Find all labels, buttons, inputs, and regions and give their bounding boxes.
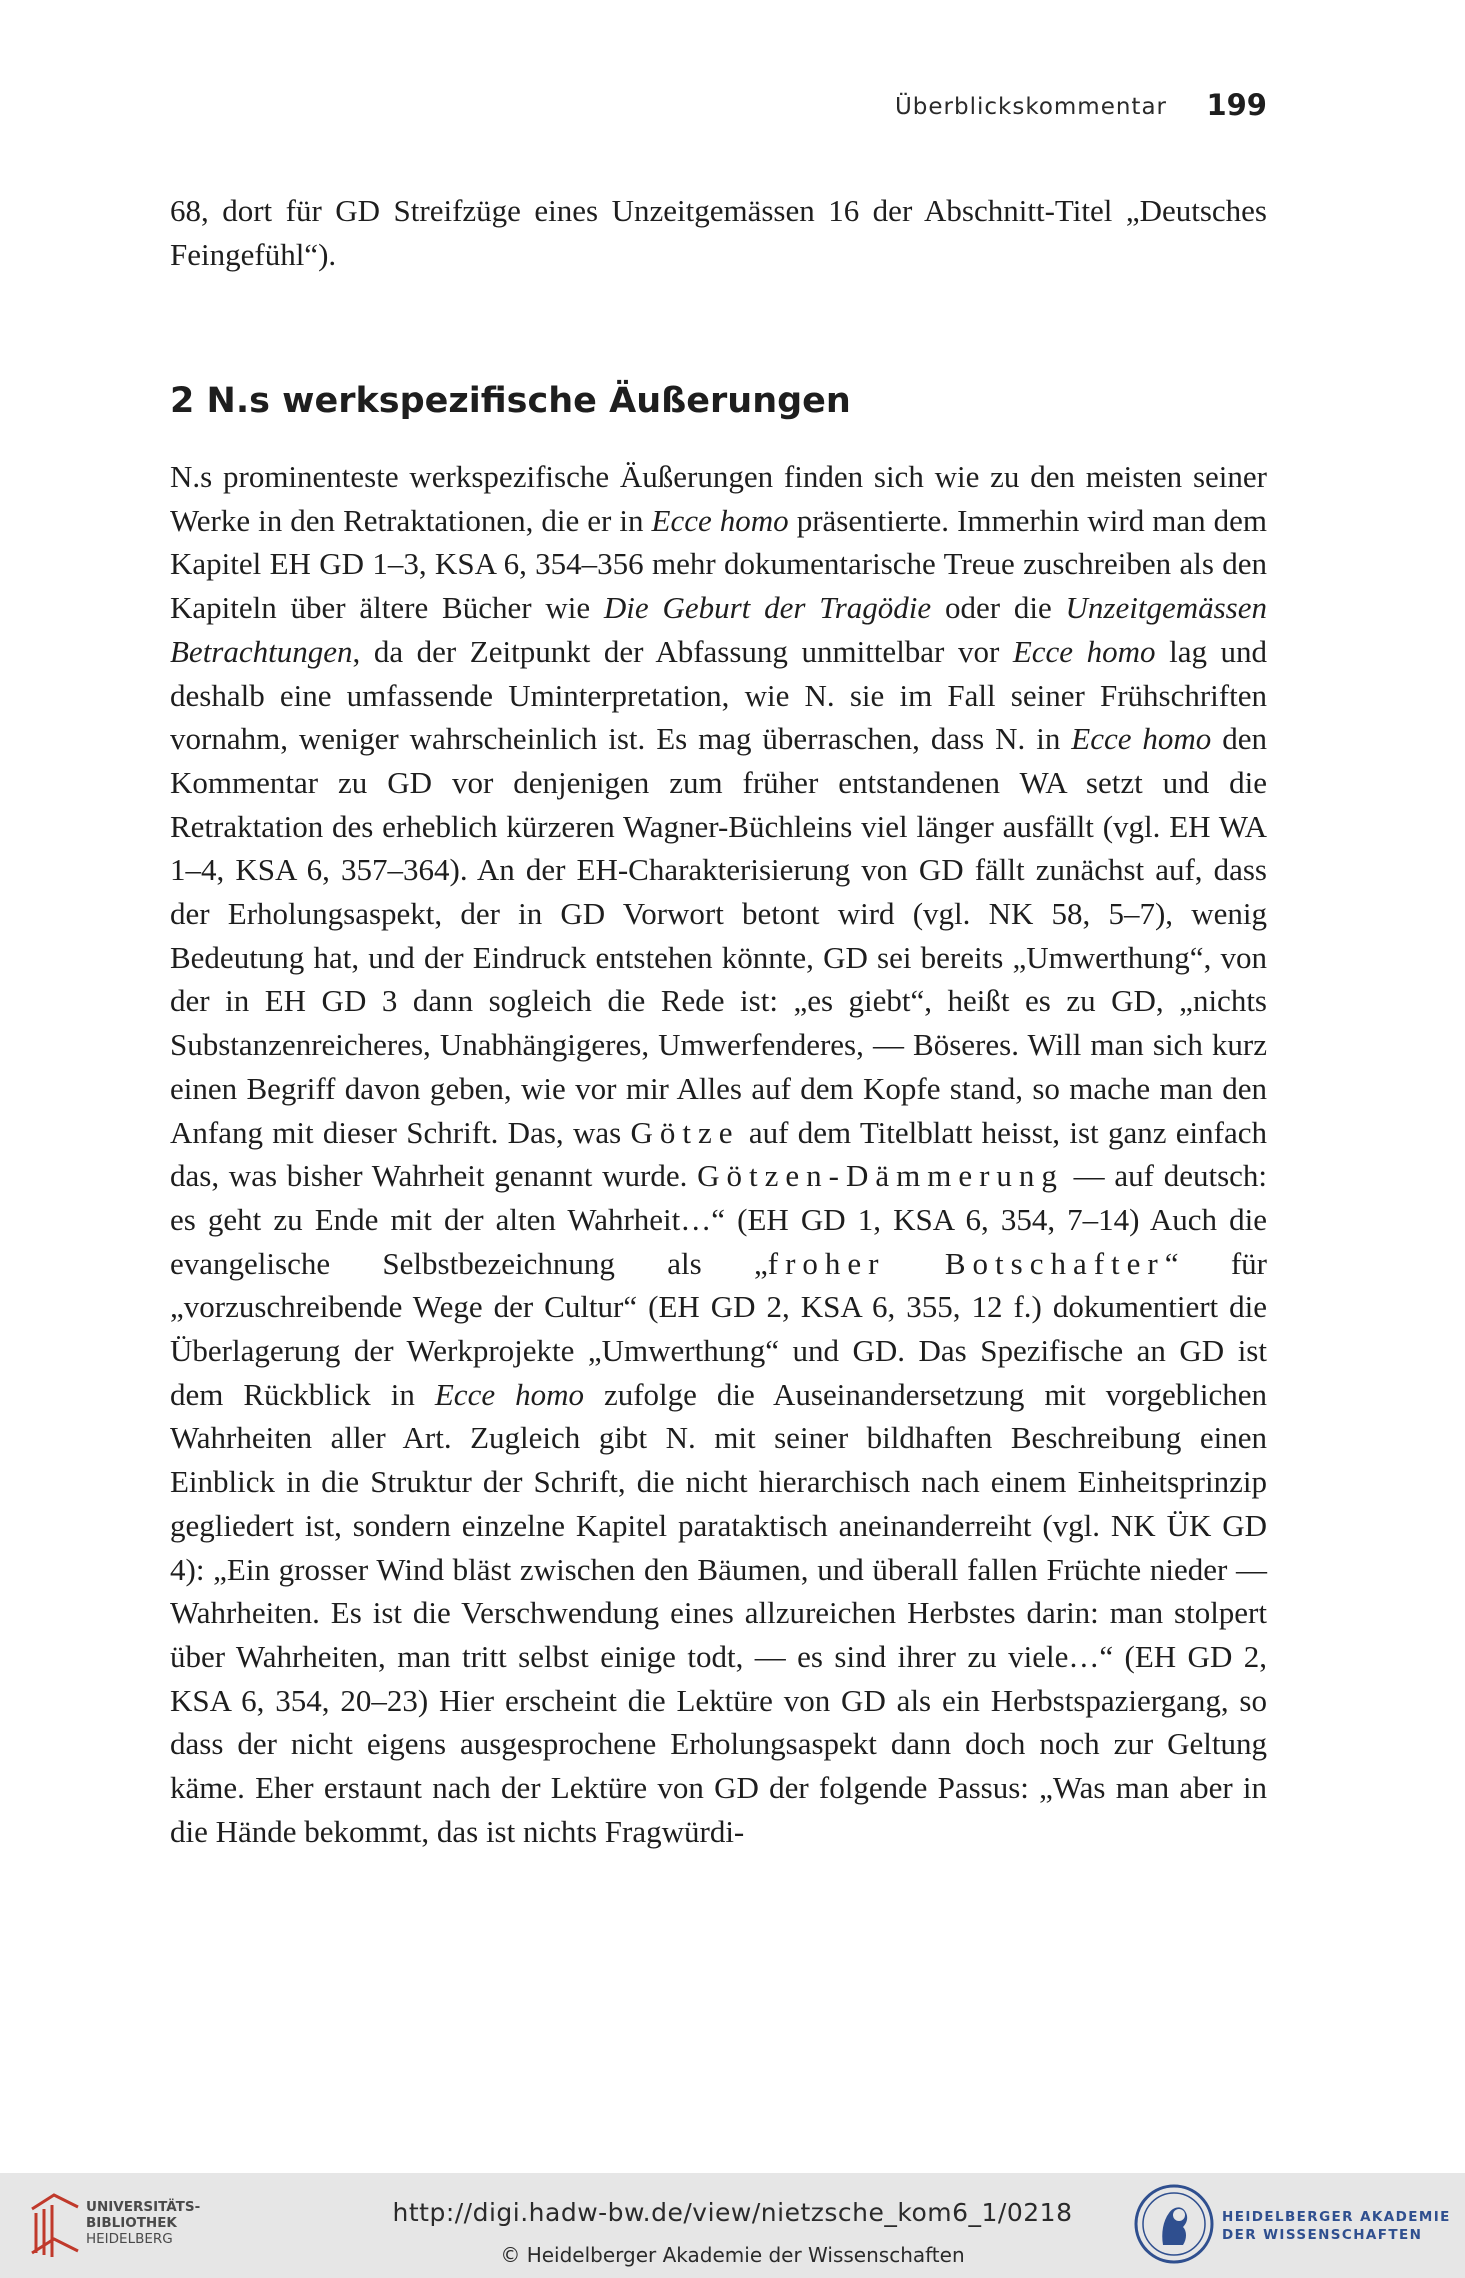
body-text-run: — auf deutsch: es geht zu Ende mit der alten Wahrheit…“ (EH GD 1, KSA 6, 354, 7–14) Auch die evangelische Selbstbezeichnung als „ (170, 1158, 1268, 1281)
library-name-line: UNIVERSITÄTS- (86, 2199, 201, 2215)
continuation-paragraph (170, 189, 1267, 276)
italic-title: Ecce homo (1012, 633, 1156, 669)
library-name-line: HEIDELBERG (86, 2231, 173, 2247)
body-text-run: den Kommentar zu GD vor denjenigen zum früher entstandenen WA setzt und die Retraktation des erheblich kürzeren Wagner-Büchleins viel länger ausfällt (vgl. EH WA 1–4, KSA 6, 357–364). An der EH-Charakterisierung von GD fällt zunächst auf, dass der Erholungsaspekt, der in GD Vorwort betont wird (vgl. NK 58, 5–7), wenig Bedeutung hat, und der Eindruck entstehen könnte, GD sei bereits „Umwerthung“, von der in EH GD 3 dann sogleich die Rede ist: „es giebt“, heißt es zu GD, „nichts Substanzenreicheres, Unabhängigeres, Umwerfenderes, — Böseres. Will man sich kurz einen Begriff davon geben, wie vor mir Alles auf dem Kopfe stand, so mache man den Anfang mit dieser Schrift. Das, was (170, 721, 1268, 1150)
italic-title: Ecce homo (1071, 721, 1212, 757)
italic-title: Ecce homo (651, 502, 789, 538)
academy-name-line: HEIDELBERGER AKADEMIE (1222, 2209, 1451, 2225)
academy-name-line: DER WISSENSCHAFTEN (1222, 2227, 1423, 2243)
continuation-text: 68, dort für GD Streifzüge eines Unzeitgemässen 16 der Abschnitt-Titel „Deutsches Feingefühl“). (170, 193, 1267, 272)
page-number: 199 (1206, 88, 1267, 122)
body-paragraph (170, 455, 1267, 1854)
body-text-run: lag und deshalb eine umfassende Uminterpretation, wie N. sie im Fall seiner Frühschriften vornahm, weniger wahrscheinlich ist. Es mag überraschen, dass N. in (170, 633, 1268, 757)
footer-bar (0, 2173, 1465, 2278)
body-text-run: , da der Zeitpunkt der Abfassung unmittelbar vor (352, 633, 1013, 669)
running-head (170, 88, 1267, 128)
running-title: Überblickskommentar (894, 94, 1167, 120)
italic-title: Ecce homo (434, 1376, 584, 1412)
body-text-run: N.s prominenteste werkspezifische Äußerungen finden sich wie zu den meisten seiner Werke in den Retraktationen, die er in (170, 459, 1267, 538)
italic-title: Unzeitgemässen Betrachtungen (170, 590, 1267, 669)
spaced-emphasis: froher Botschafter (767, 1245, 1165, 1281)
body-text (170, 455, 1267, 1854)
spaced-emphasis: Götze (630, 1114, 740, 1150)
permalink-url[interactable]: http://digi.hadw-bw.de/view/nietzsche_kom6_1/0218 (392, 2198, 1073, 2227)
academy-name (1222, 2208, 1451, 2244)
body-text-run: oder die (931, 590, 1066, 626)
italic-title: Die Geburt der Tragödie (603, 590, 932, 626)
section-heading: 2 N.s werkspezifische Äußerungen (170, 381, 851, 421)
body-text-run: zufolge die Auseinandersetzung mit vorgeblichen Wahrheiten aller Art. Zugleich gibt N. mit seiner bildhaften Beschreibung einen Einblick in die Struktur der Schrift, die nicht hierarchisch nach einem Einheitsprinzip gegliedert ist, sondern einzelne Kapitel parataktisch aneinanderreiht (vgl. NK ÜK GD 4): „Ein grosser Wind bläst zwischen den Bäumen, und überall fallen Früchte nieder — Wahrheiten. Es ist die Verschwendung eines allzureichen Herbstes darin: man stolpert über Wahrheiten, man tritt selbst einige todt, — es sind ihrer zu viele…“ (EH GD 2, KSA 6, 354, 20–23) Hier erscheint die Lektüre von GD als ein Herbstspaziergang, so dass der nicht eigens ausgesprochene Erholungsaspekt dann doch noch zur Geltung käme. Eher erstaunt nach der Lektüre von GD der folgende Passus: „Was man aber in die Hände bekommt, das ist nichts Fragwürdi- (170, 1376, 1267, 1849)
academy-seal-icon (1133, 2183, 1215, 2265)
library-name-line: BIBLIOTHEK (86, 2215, 177, 2231)
copyright-notice: © Heidelberger Akademie der Wissenschaften (500, 2243, 965, 2267)
body-text-run: “ für „vorzuschreibende Wege der Cultur“ (EH GD 2, KSA 6, 355, 12 f.) dokumentiert die Überlagerung der Werkprojekte „Umwerthung“ und GD. Das Spezifische an GD ist dem Rückblick in (170, 1245, 1267, 1412)
body-text-run: präsentierte. Immerhin wird man dem Kapitel EH GD 1–3, KSA 6, 354–356 mehr dokumentarische Treue zuschreiben als den Kapiteln über ältere Bücher wie (170, 502, 1268, 626)
spaced-emphasis: Götzen-Dämmerung (697, 1158, 1064, 1194)
body-text-run: auf dem Titelblatt heisst, ist ganz einfach das, was bisher Wahrheit genannt wurde. (170, 1114, 1267, 1194)
